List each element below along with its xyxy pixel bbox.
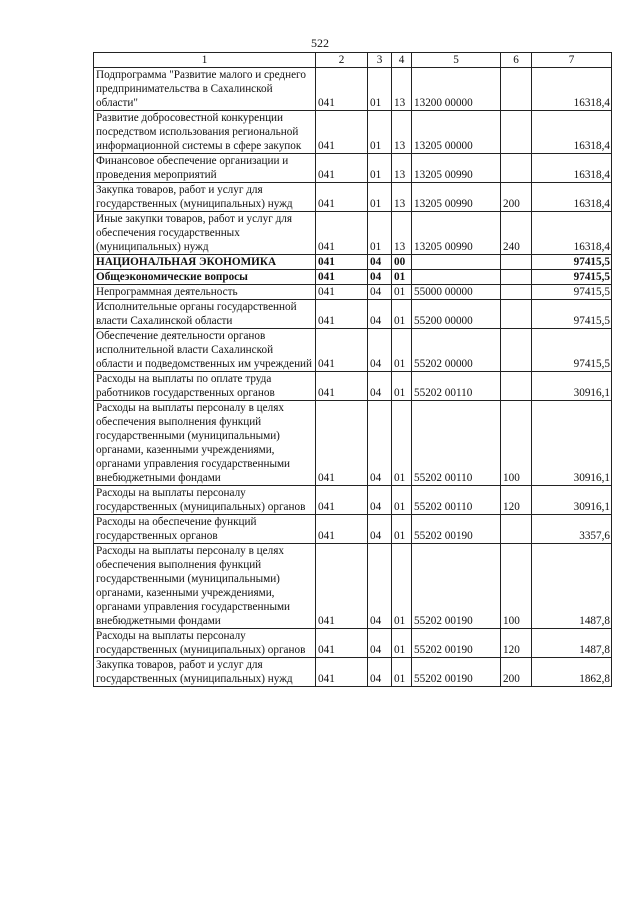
section-cell: 04 — [368, 401, 392, 486]
amount-cell: 3357,6 — [532, 515, 612, 544]
section-cell: 04 — [368, 658, 392, 687]
subsection-cell: 13 — [392, 212, 412, 255]
amount-cell: 16318,4 — [532, 154, 612, 183]
subsection-cell: 01 — [392, 300, 412, 329]
subsection-cell: 13 — [392, 183, 412, 212]
section-cell: 01 — [368, 212, 392, 255]
amount-cell: 30916,1 — [532, 401, 612, 486]
expense-type-cell: 240 — [501, 212, 532, 255]
row-name-cell: Закупка товаров, работ и услуг для государственных (муниципальных) нужд — [94, 658, 316, 687]
section-cell: 01 — [368, 154, 392, 183]
table-row — [94, 372, 612, 401]
section-cell: 04 — [368, 486, 392, 515]
gr-code-cell: 041 — [316, 154, 368, 183]
section-cell: 04 — [368, 300, 392, 329]
amount-cell: 30916,1 — [532, 486, 612, 515]
section-cell: 01 — [368, 68, 392, 111]
expense-type-cell — [501, 154, 532, 183]
expense-type-cell — [501, 111, 532, 154]
gr-code-cell: 041 — [316, 544, 368, 629]
target-article-cell: 55200 00000 — [412, 300, 501, 329]
amount-cell: 1487,8 — [532, 544, 612, 629]
subsection-cell: 13 — [392, 154, 412, 183]
row-name-cell: Расходы на выплаты персоналу государственных (муниципальных) органов — [94, 629, 316, 658]
row-name-cell: Расходы на выплаты персоналу в целях обеспечения выполнения функций государственными (муниципальными) органами, казенными учреждениями, органами управления государственными внебюджетными фондами — [94, 544, 316, 629]
subsection-cell: 01 — [392, 515, 412, 544]
amount-cell: 97415,5 — [532, 255, 612, 270]
gr-code-cell: 041 — [316, 68, 368, 111]
table-row — [94, 329, 612, 372]
expense-type-cell: 120 — [501, 629, 532, 658]
target-article-cell: 55202 00110 — [412, 401, 501, 486]
table-row — [94, 212, 612, 255]
row-name-cell: Закупка товаров, работ и услуг для государственных (муниципальных) нужд — [94, 183, 316, 212]
budget-table — [93, 52, 612, 687]
target-article-cell: 13205 00990 — [412, 183, 501, 212]
target-article-cell — [412, 270, 501, 285]
gr-code-cell: 041 — [316, 515, 368, 544]
subsection-cell: 01 — [392, 658, 412, 687]
amount-cell: 1487,8 — [532, 629, 612, 658]
row-name-cell: Подпрограмма "Развитие малого и среднего предпринимательства в Сахалинской области" — [94, 68, 316, 111]
gr-code-cell: 041 — [316, 629, 368, 658]
gr-code-cell: 041 — [316, 270, 368, 285]
table-row — [94, 658, 612, 687]
section-cell: 04 — [368, 270, 392, 285]
table-row — [94, 544, 612, 629]
expense-type-cell — [501, 300, 532, 329]
header-cell: 3 — [368, 53, 392, 68]
target-article-cell: 55000 00000 — [412, 285, 501, 300]
target-article-cell: 55202 00190 — [412, 515, 501, 544]
section-cell: 01 — [368, 183, 392, 212]
subsection-cell: 00 — [392, 255, 412, 270]
gr-code-cell: 041 — [316, 212, 368, 255]
section-cell: 04 — [368, 329, 392, 372]
amount-cell: 16318,4 — [532, 183, 612, 212]
header-cell: 4 — [392, 53, 412, 68]
table-row — [94, 270, 612, 285]
expense-type-cell — [501, 329, 532, 372]
expense-type-cell — [501, 270, 532, 285]
table-row — [94, 285, 612, 300]
target-article-cell: 13205 00990 — [412, 212, 501, 255]
expense-type-cell: 200 — [501, 658, 532, 687]
expense-type-cell: 100 — [501, 401, 532, 486]
row-name-cell: Иные закупки товаров, работ и услуг для обеспечения государственных (муниципальных) нужд — [94, 212, 316, 255]
gr-code-cell: 041 — [316, 300, 368, 329]
header-cell: 7 — [532, 53, 612, 68]
table-row — [94, 255, 612, 270]
gr-code-cell: 041 — [316, 329, 368, 372]
target-article-cell: 55202 00000 — [412, 329, 501, 372]
section-cell: 04 — [368, 544, 392, 629]
expense-type-cell: 120 — [501, 486, 532, 515]
section-cell: 04 — [368, 372, 392, 401]
expense-type-cell — [501, 255, 532, 270]
gr-code-cell: 041 — [316, 372, 368, 401]
header-cell: 1 — [94, 53, 316, 68]
gr-code-cell: 041 — [316, 183, 368, 212]
target-article-cell: 13200 00000 — [412, 68, 501, 111]
subsection-cell: 01 — [392, 401, 412, 486]
amount-cell: 16318,4 — [532, 111, 612, 154]
header-cell: 6 — [501, 53, 532, 68]
gr-code-cell: 041 — [316, 486, 368, 515]
table-row — [94, 629, 612, 658]
table-row — [94, 515, 612, 544]
section-cell: 04 — [368, 285, 392, 300]
subsection-cell: 13 — [392, 68, 412, 111]
gr-code-cell: 041 — [316, 255, 368, 270]
table-row — [94, 486, 612, 515]
header-cell: 2 — [316, 53, 368, 68]
target-article-cell: 13205 00990 — [412, 154, 501, 183]
subsection-cell: 01 — [392, 544, 412, 629]
row-name-cell: Расходы на выплаты по оплате труда работников государственных органов — [94, 372, 316, 401]
expense-type-cell — [501, 285, 532, 300]
row-name-cell: Расходы на выплаты персоналу в целях обеспечения выполнения функций государственными (муниципальными) органами, казенными учреждениями, органами управления государственными внебюджетными фондами — [94, 401, 316, 486]
target-article-cell: 55202 00110 — [412, 372, 501, 401]
gr-code-cell: 041 — [316, 401, 368, 486]
target-article-cell: 13205 00000 — [412, 111, 501, 154]
subsection-cell: 01 — [392, 270, 412, 285]
amount-cell: 97415,5 — [532, 329, 612, 372]
table-row — [94, 68, 612, 111]
header-cell: 5 — [412, 53, 501, 68]
row-name-cell: Расходы на выплаты персоналу государственных (муниципальных) органов — [94, 486, 316, 515]
amount-cell: 16318,4 — [532, 212, 612, 255]
subsection-cell: 01 — [392, 486, 412, 515]
table-row — [94, 111, 612, 154]
section-cell: 04 — [368, 629, 392, 658]
row-name-cell: Общеэкономические вопросы — [94, 270, 316, 285]
table-header-row — [94, 53, 612, 68]
gr-code-cell: 041 — [316, 658, 368, 687]
row-name-cell: Финансовое обеспечение организации и проведения мероприятий — [94, 154, 316, 183]
expense-type-cell — [501, 68, 532, 111]
subsection-cell: 13 — [392, 111, 412, 154]
row-name-cell: Развитие добросовестной конкуренции посредством использования региональной информационной системы в сфере закупок — [94, 111, 316, 154]
row-name-cell: Непрограммная деятельность — [94, 285, 316, 300]
target-article-cell: 55202 00190 — [412, 629, 501, 658]
amount-cell: 97415,5 — [532, 285, 612, 300]
row-name-cell: Обеспечение деятельности органов исполнительной власти Сахалинской области и подведомственных им учреждений — [94, 329, 316, 372]
target-article-cell — [412, 255, 501, 270]
subsection-cell: 01 — [392, 629, 412, 658]
table-body — [94, 68, 612, 687]
subsection-cell: 01 — [392, 329, 412, 372]
row-name-cell: Исполнительные органы государственной власти Сахалинской области — [94, 300, 316, 329]
amount-cell: 30916,1 — [532, 372, 612, 401]
expense-type-cell — [501, 372, 532, 401]
expense-type-cell: 100 — [501, 544, 532, 629]
target-article-cell: 55202 00190 — [412, 658, 501, 687]
gr-code-cell: 041 — [316, 285, 368, 300]
amount-cell: 1862,8 — [532, 658, 612, 687]
subsection-cell: 01 — [392, 372, 412, 401]
row-name-cell: НАЦИОНАЛЬНАЯ ЭКОНОМИКА — [94, 255, 316, 270]
amount-cell: 97415,5 — [532, 270, 612, 285]
section-cell: 04 — [368, 515, 392, 544]
table-row — [94, 183, 612, 212]
section-cell: 04 — [368, 255, 392, 270]
expense-type-cell: 200 — [501, 183, 532, 212]
gr-code-cell: 041 — [316, 111, 368, 154]
target-article-cell: 55202 00190 — [412, 544, 501, 629]
amount-cell: 97415,5 — [532, 300, 612, 329]
table-row — [94, 154, 612, 183]
section-cell: 01 — [368, 111, 392, 154]
expense-type-cell — [501, 515, 532, 544]
row-name-cell: Расходы на обеспечение функций государственных органов — [94, 515, 316, 544]
amount-cell: 16318,4 — [532, 68, 612, 111]
subsection-cell: 01 — [392, 285, 412, 300]
table-row — [94, 401, 612, 486]
table-row — [94, 300, 612, 329]
target-article-cell: 55202 00110 — [412, 486, 501, 515]
page-number: 522 — [311, 36, 329, 50]
